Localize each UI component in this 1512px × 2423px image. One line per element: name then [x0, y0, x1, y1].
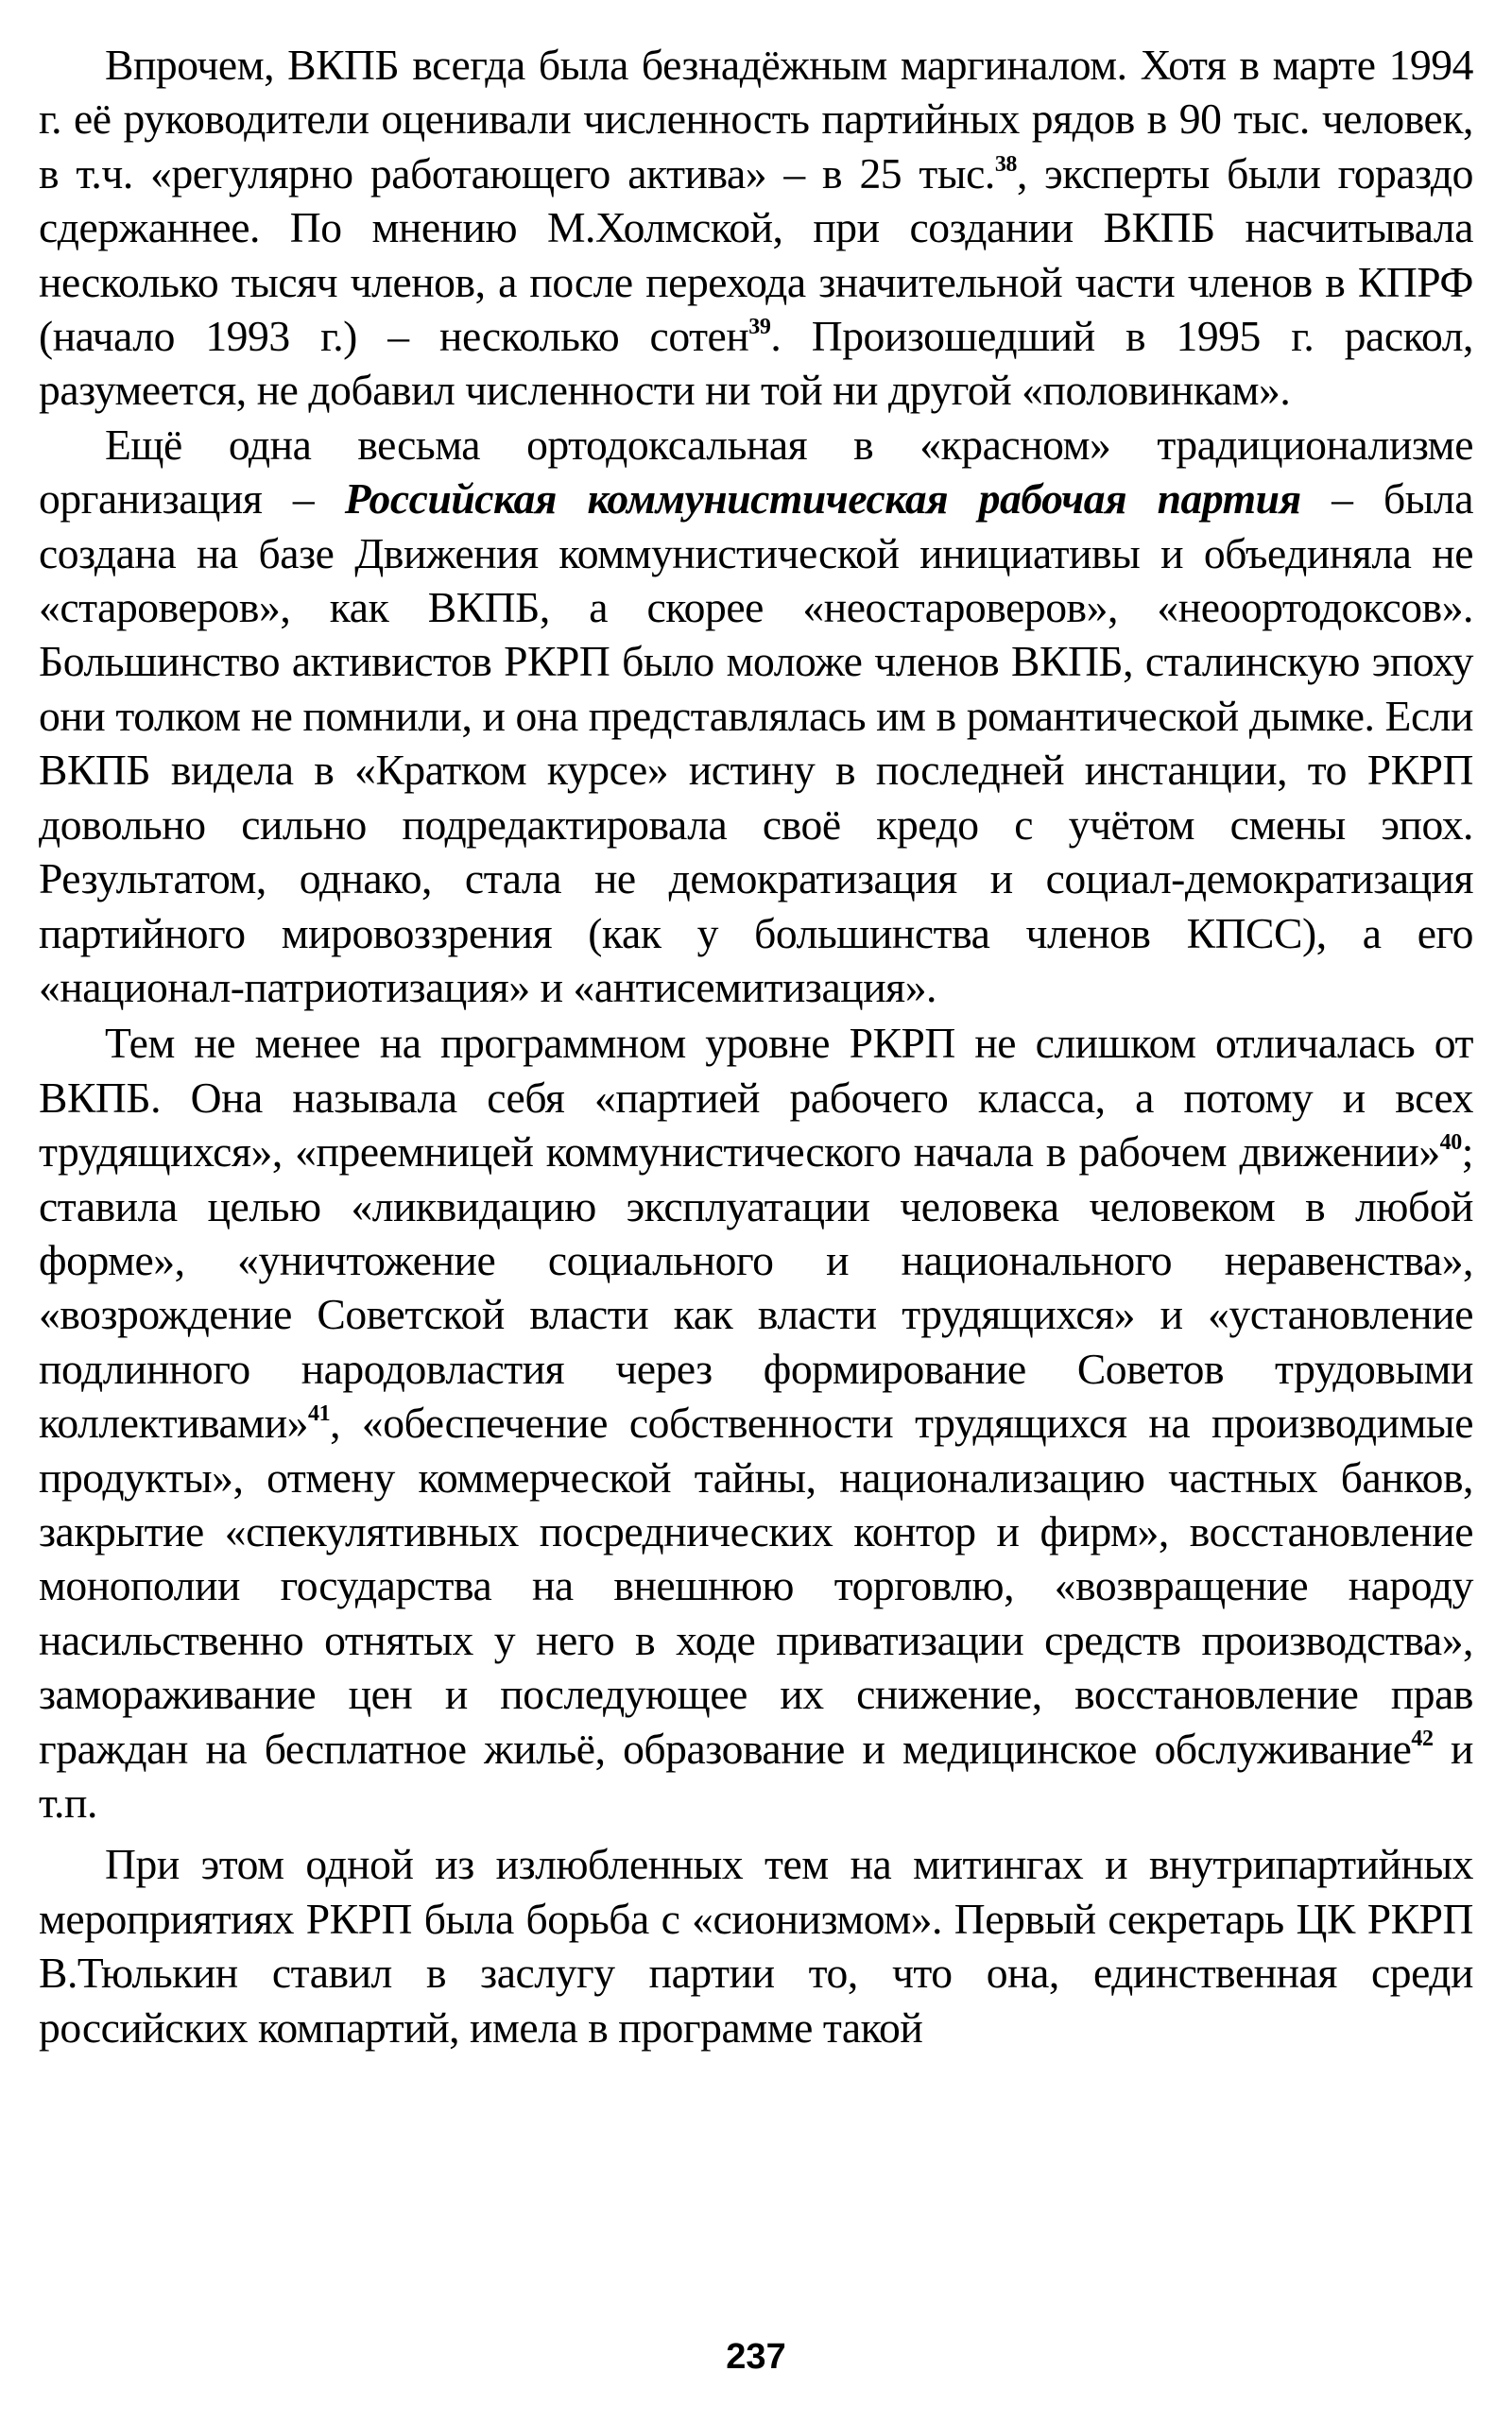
text-segment: ; ставила целью «ликвидацию эксплуатации человека человеком в любой форме», «уничтожение социального и национального неравенства», «возрождение Советской власти как власти трудящихся» и «установление подлинного народовластия через формирование Советов трудовыми коллективами» [39, 1127, 1473, 1448]
text-segment: Впрочем, ВКПБ всегда была безнадёжным маргиналом. Хотя в марте 1994 г. её руководители оценивали численность партийных рядов в 90 тыс. человек, в т.ч. «регулярно работающего актива» – в 25 тыс. [39, 41, 1473, 198]
footnote-ref-40: 40 [1439, 1129, 1462, 1155]
footnote-ref-42: 42 [1411, 1727, 1434, 1752]
text-segment: , «обеспечение собственности трудящихся на производимые продукты», отмену коммерческой тайны, национализацию частных банков, закрытие «спекулятивных посреднических контор и фирм», восстановление монополии государства на внешнюю торговлю, «возвращение народу насильственно отнятых у него в ходе приватизации средств производства», замораживание цен и последующее их снижение, восстановление прав граждан на бесплатное жильё, образование и медицинское обслуживание [39, 1399, 1473, 1773]
footnote-ref-39: 39 [748, 314, 771, 339]
page-number: 237 [726, 2337, 786, 2377]
text-segment: При этом одной из излюбленных тем на митингах и внутрипартийных мероприятиях РКРП была борьба с «сионизмом». Первый секретарь ЦК РКРП В.Тюлькин ставил в заслугу партии то, что она, единственная среди российских компартий, имела в программе такой [39, 1840, 1473, 2052]
paragraph-2 [39, 418, 1473, 1014]
footnote-ref-38: 38 [994, 151, 1017, 177]
text-segment: , эксперты были гораздо сдержаннее. По мнению М.Холмской, при создании ВКПБ насчитывала несколько тысяч членов, а после перехода значительной части членов в КПРФ (начало 1993 г.) – несколько сотен [39, 148, 1474, 361]
page-body [39, 38, 1473, 2054]
party-name-emphasis: Российская коммунистическая рабочая партия [344, 474, 1301, 524]
text-segment: Тем не менее на программном уровне РКРП не слишком отличалась от ВКПБ. Она называла себя «партией рабочего класса, а потому и всех трудящихся», «преемницей коммунистического начала в рабочем движении» [39, 1019, 1473, 1177]
footnote-ref-41: 41 [308, 1401, 331, 1426]
paragraph-4 [39, 1837, 1473, 2054]
text-segment: и т.п. [39, 1724, 1474, 1827]
text-segment: . Произошедший в 1995 г. раскол, разумеется, не добавил численности ни той ни другой «половинкам». [39, 312, 1473, 415]
paragraph-1 [39, 38, 1473, 418]
paragraph-3 [39, 1016, 1473, 1830]
text-segment: Ещё одна весьма ортодоксальная в «красном» традиционализме организация – [39, 420, 1473, 524]
text-segment: – была создана на базе Движения коммунистической инициативы и объединяла не «староверов», как ВКПБ, а скорее «неостароверов», «неоортодоксов». Большинство активистов РКРП было моложе членов ВКПБ, сталинскую эпоху они толком не помнили, и она представлялась им в романтической дымке. Если ВКПБ видела в «Кратком курсе» истину в последней инстанции, то РКРП довольно сильно подредактировала своё кредо с учётом смены эпох. Результатом, однако, стала не демократизация и социал-демократизация партийного мировоззрения (как у большинства членов КПСС), а его «национал-патриотизация» и «антисемитизация». [39, 474, 1473, 1011]
